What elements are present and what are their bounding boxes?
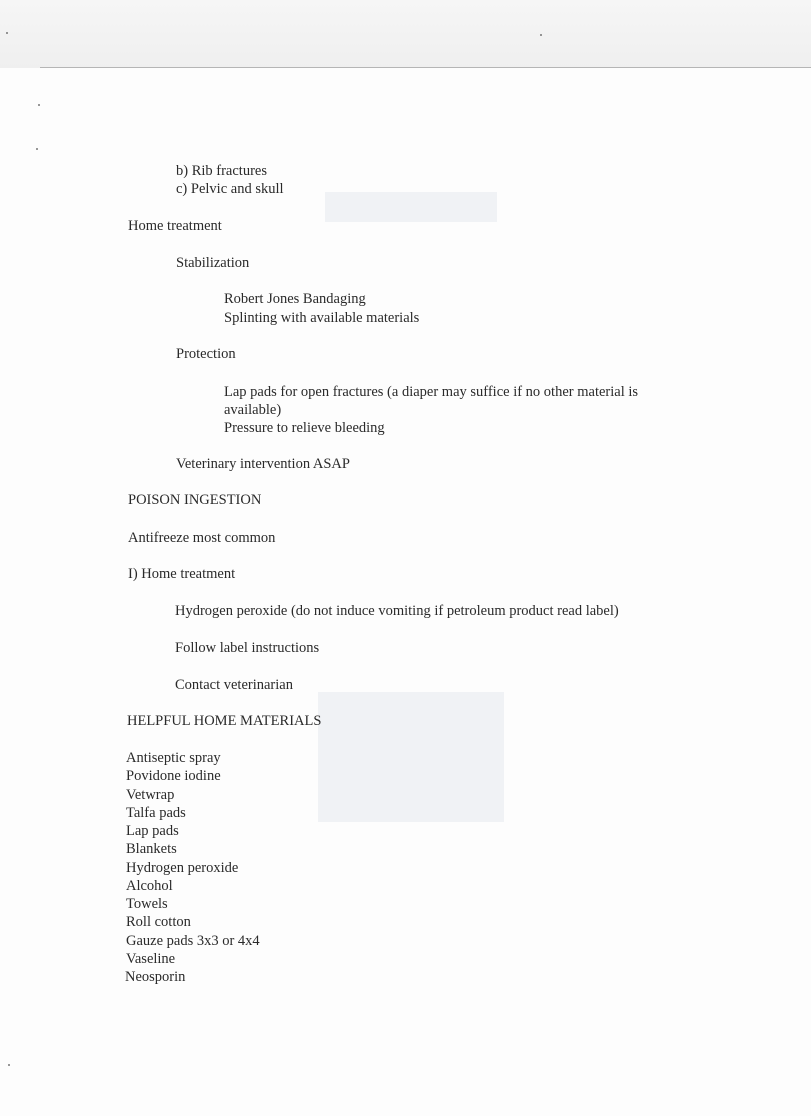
material-item: Towels: [126, 896, 168, 912]
material-item: Antiseptic spray: [126, 750, 221, 766]
scan-speck: [36, 148, 38, 150]
stabilization-label: Stabilization: [176, 255, 250, 271]
stabilization-item: Splinting with available materials: [224, 310, 420, 326]
poison-common: Antifreeze most common: [128, 530, 276, 546]
fracture-type-item: b) Rib fractures: [176, 163, 267, 179]
material-item: Vetwrap: [126, 787, 175, 803]
poison-step: Contact veterinarian: [175, 677, 293, 693]
home-treatment-heading: Home treatment: [128, 218, 222, 234]
poison-step: Hydrogen peroxide (do not induce vomiting if petroleum product read label): [175, 603, 619, 619]
scan-speck: [38, 104, 40, 106]
material-item: Blankets: [126, 841, 177, 857]
scan-speck: [6, 32, 8, 34]
scan-page-edge: [0, 0, 811, 68]
protection-label: Protection: [176, 346, 236, 362]
fracture-type-item: c) Pelvic and skull: [176, 181, 284, 197]
stabilization-item: Robert Jones Bandaging: [224, 291, 366, 307]
material-item: Alcohol: [126, 878, 173, 894]
scan-bleedthrough: [318, 692, 504, 822]
material-item: Povidone iodine: [126, 768, 221, 784]
material-item: Vaseline: [126, 951, 176, 967]
poison-heading: POISON INGESTION: [128, 492, 262, 508]
material-item: Hydrogen peroxide: [126, 860, 239, 876]
scan-speck: [8, 1064, 10, 1066]
material-item: Lap pads: [126, 823, 179, 839]
material-item: Gauze pads 3x3 or 4x4: [126, 933, 260, 949]
scan-bleedthrough: [325, 192, 497, 222]
veterinary-intervention: Veterinary intervention ASAP: [176, 456, 350, 472]
poison-step: Follow label instructions: [175, 640, 320, 656]
material-item: Neosporin: [125, 969, 186, 985]
scan-speck: [540, 34, 542, 36]
protection-item: Lap pads for open fractures (a diaper may suffice if no other material is available): [224, 384, 639, 418]
material-item: Roll cotton: [126, 914, 191, 930]
protection-item: Pressure to relieve bleeding: [224, 420, 385, 436]
materials-heading: HELPFUL HOME MATERIALS: [127, 713, 322, 729]
scan-page-edge-line: [40, 67, 811, 68]
material-item: Talfa pads: [126, 805, 186, 821]
poison-treatment-heading: I) Home treatment: [128, 566, 236, 582]
